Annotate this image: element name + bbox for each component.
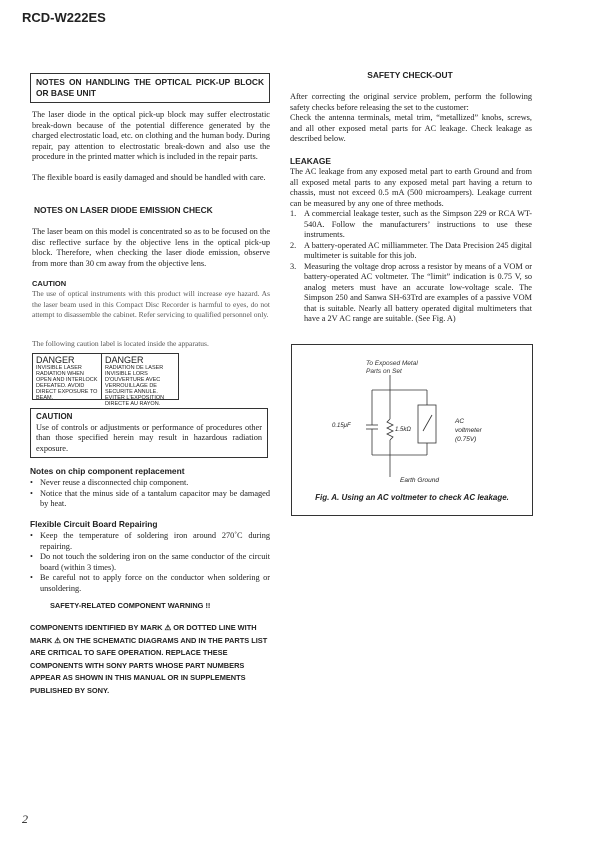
danger-en-text: INVISIBLE LASER RADIATION WHEN OPEN AND INTERLOCK DEFEATED. AVOID DIRECT EXPOSURE TO BEAM. <box>36 365 98 401</box>
flex-title: Flexible Circuit Board Repairing <box>30 519 158 529</box>
safety-body: After correcting the original service problem, perform the following safety checks before releasing the set to the customer: <box>290 92 532 112</box>
danger-en-title: DANGER <box>36 355 75 365</box>
figure-a <box>291 344 533 516</box>
model-number: RCD-W222ES <box>22 10 106 25</box>
chip-list <box>30 478 270 510</box>
fig-res-label: 1.5kΩ <box>395 427 411 433</box>
safety-warning-title: SAFETY-RELATED COMPONENT WARNING !! <box>50 601 211 610</box>
safety-title: SAFETY CHECK-OUT <box>367 70 453 80</box>
fig-caption: Fig. A. Using an AC voltmeter to check AC leakage. <box>315 493 509 502</box>
fig-label-top: To Exposed Metal Parts on Set <box>366 360 418 375</box>
danger-fr-title: DANGER <box>105 355 144 365</box>
page-number: 2 <box>22 812 28 826</box>
pickup-body: The laser diode in the optical pick-up block may suffer electrostatic break-down because of the potential difference generated by the charged electrostatic load, etc. on clothing and the human body. During repair, pay attention to electrostatic break-down and also use the procedure in the printed matter which is included in the repair parts. <box>32 110 270 161</box>
caution-label <box>32 353 179 407</box>
laser-body: The laser beam on this model is concentrated so as to be focused on the disc reflective surface by the objective lens in the optical pick-up block. Therefore, when checking the laser diode emission, observe from more than 30 cm away from the objective lens. <box>32 227 270 268</box>
safety-body-2: Check the antenna terminals, metal trim, “metallized” knobs, screws, and all other exposed metal parts for AC leakage. Check leakage as described below. <box>290 113 532 143</box>
leakage-body: The AC leakage from any exposed metal part to earth Ground and from all exposed metal parts to any exposed metal part having a return to chassis, must not exceed 0.5 mA (500 microampers). Leakage current can be measured by any one of three methods. <box>290 167 532 208</box>
fig-cap-label: 0.15μF <box>332 423 351 429</box>
pickup-body-2: The flexible board is easily damaged and should be handled with care. <box>32 173 266 182</box>
method-item: 1. A commercial leakage tester, such as the Simpson 229 or RCA WT-540A. Follow the manufacturers’ instructions to use these instruments. <box>290 209 532 241</box>
list-item: • Do not touch the soldering iron on the same conductor of the circuit board (within 3 times). <box>30 552 270 573</box>
list-item: • Notice that the minus side of a tantalum capacitor may be damaged by heat. <box>30 489 270 510</box>
flex-list <box>30 531 270 594</box>
danger-fr-text: RADIATION DE LASER INVISIBLE LORS D'OUVERTURE AVEC VERROUILLAGE DE SECURITE ANNULE. EVITER L'EXPOSITION DIRECTE AU RAYON. <box>105 365 165 407</box>
laser-title: NOTES ON LASER DIODE EMISSION CHECK <box>34 205 213 215</box>
list-item: • Never reuse a disconnected chip component. <box>30 478 270 489</box>
caution-box <box>30 408 268 458</box>
danger-label-fr <box>101 353 179 407</box>
caution-2-body: Use of controls or adjustments or performance of procedures other than those specified herein may result in hazardous radiation exposure. <box>36 422 262 453</box>
caution-2-title: CAUTION <box>36 412 73 421</box>
chip-title: Notes on chip component replacement <box>30 466 185 476</box>
list-item: • Be careful not to apply force on the conductor when soldering or unsoldering. <box>30 573 270 594</box>
pickup-title: NOTES ON HANDLING THE OPTICAL PICK-UP BLOCK OR BASE UNIT <box>30 73 270 103</box>
methods-list <box>290 209 532 325</box>
list-item: • Keep the temperature of soldering iron around 270˚C during repairing. <box>30 531 270 552</box>
caution-body: The use of optical instruments with this product will increase eye hazard. As the laser beam used in this Compact Disc Recorder is harmful to eyes, do not attempt to disassemble the cabinet. Refer servicing to qualified personnel only. <box>32 289 270 319</box>
method-item: 2. A battery-operated AC milliammeter. The Data Precision 245 digital multimeter is suitable for this job. <box>290 241 532 262</box>
leakage-title: LEAKAGE <box>290 156 331 166</box>
danger-label-en <box>32 353 102 400</box>
fig-ground-label: Earth Ground <box>400 477 440 484</box>
fig-ac-label: AC voltmeter (0.75V) <box>455 418 482 443</box>
safety-warning-body: COMPONENTS IDENTIFIED BY MARK ⚠ OR DOTTED LINE WITH MARK ⚠ ON THE SCHEMATIC DIAGRAMS AND IN THE PARTS LIST ARE CRITICAL TO SAFE OPERATION. REPLACE THESE COMPONENTS WITH SONY PARTS WHOSE PART NUMBERS APPEAR AS SHOWN IN THIS MANUAL OR IN SUPPLEMENTS PUBLISHED BY SONY. <box>30 623 268 695</box>
method-item: 3. Measuring the voltage drop across a resistor by means of a VOM or battery-operated AC voltmeter. The “limit” indication is 0.75 V, so analog meters must have an accurate low-voltage scale. The Simpson 250 and Sanwa SH-63Trd are examples of a passive VOM that is suitable. Nearly all battery operated digital multimeters that have a 2V AC range are suitable. (See Fig. A) <box>290 262 532 325</box>
caution-title: CAUTION <box>32 279 67 288</box>
label-note: The following caution label is located inside the apparatus. <box>32 339 209 348</box>
